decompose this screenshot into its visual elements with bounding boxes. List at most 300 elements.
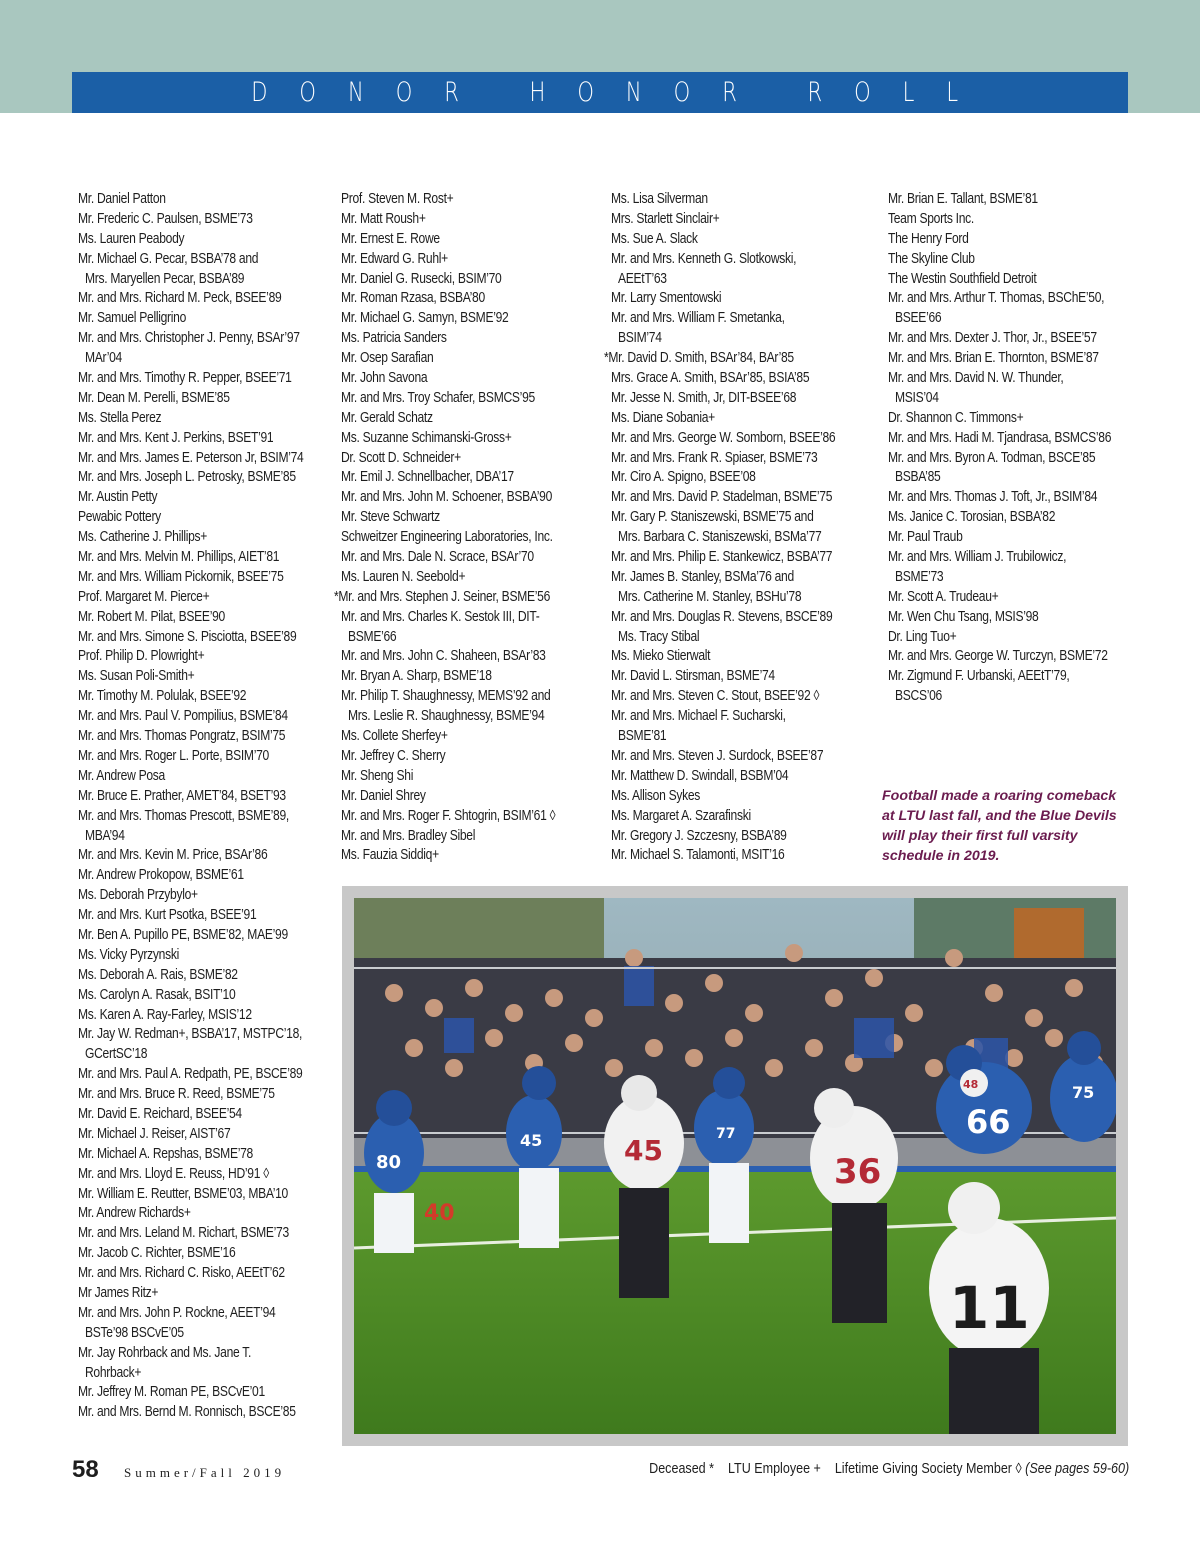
- donor-entry: [611, 727, 875, 747]
- donor-entry: [888, 528, 1148, 548]
- donor-column-1: [78, 190, 340, 1423]
- donor-entry: [78, 886, 340, 906]
- donor-name: Mr. and Mrs. Kurt Psotka, BSEE’91: [78, 907, 257, 924]
- donor-entry: [78, 1224, 340, 1244]
- donor-entry: [888, 508, 1148, 528]
- donor-entry: [78, 986, 340, 1006]
- donor-name: Mr. William E. Reutter, BSME’03, MBA’10: [78, 1185, 288, 1202]
- donor-name: Mr. Michael G. Pecar, BSBA’78 and: [78, 250, 259, 267]
- donor-name: Mr. Daniel G. Rusecki, BSIM’70: [341, 270, 502, 287]
- donor-entry: [611, 846, 875, 866]
- donor-entry: [341, 190, 606, 210]
- donor-name: BSCS’06: [895, 688, 943, 705]
- donor-name: Mr. and Mrs. Kevin M. Price, BSAr’86: [78, 847, 268, 864]
- donor-name: *Mr. David D. Smith, BSAr’84, BAr’85: [604, 350, 794, 367]
- donor-name: Mr. and Mrs. Thomas Pongratz, BSIM’75: [78, 728, 286, 745]
- donor-name: Mr. and Mrs. Leland M. Richart, BSME’73: [78, 1225, 289, 1242]
- donor-entry: [888, 429, 1148, 449]
- donor-name: Mr. and Mrs. Lloyd E. Reuss, HD’91 ◊: [78, 1165, 269, 1182]
- donor-entry: [341, 647, 606, 667]
- donor-entry: [888, 667, 1148, 687]
- donor-name: Ms. Suzanne Schimanski-Gross+: [341, 429, 512, 446]
- donor-entry: [341, 687, 606, 707]
- donor-name: Mr. Samuel Pelligrino: [78, 310, 187, 327]
- donor-name: Mr. and Mrs. Roger F. Shtogrin, BSIM’61 ◊: [341, 807, 556, 824]
- donor-entry: [611, 608, 875, 628]
- donor-name: Mr. and Mrs. Thomas J. Toft, Jr., BSIM’84: [888, 489, 1098, 506]
- donor-name: Mr. Zigmund F. Urbanski, AEEtT’79,: [888, 668, 1070, 685]
- donor-name: Ms. Karen A. Ray-Farley, MSIS’12: [78, 1006, 252, 1023]
- donor-name: Ms. Sue A. Slack: [611, 230, 698, 247]
- donor-entry: [78, 926, 340, 946]
- donor-name: Mrs. Catherine M. Stanley, BSHu’78: [618, 588, 802, 605]
- donor-name: Mr. Michael G. Samyn, BSME’92: [341, 310, 509, 327]
- donor-entry: [78, 210, 340, 230]
- donor-entry: [341, 846, 606, 866]
- donor-entry: [611, 190, 875, 210]
- issue-label: Summer/Fall 2019: [124, 1465, 286, 1480]
- donor-name: Mr. and Mrs. George W. Somborn, BSEE’86: [611, 429, 836, 446]
- donor-name: Mr. and Mrs. David P. Stadelman, BSME’75: [611, 489, 833, 506]
- donor-name: Mr. and Mrs. Christopher J. Penny, BSAr’97: [78, 330, 300, 347]
- donor-entry: [78, 1364, 340, 1384]
- donor-entry: [78, 1324, 340, 1344]
- donor-entry: [888, 369, 1148, 389]
- donor-entry: [341, 508, 606, 528]
- donor-entry: [611, 508, 875, 528]
- donor-name: Mr. James B. Stanley, BSMa’76 and: [611, 568, 794, 585]
- donor-entry: [78, 488, 340, 508]
- donor-name: Ms. Patricia Sanders: [341, 330, 447, 347]
- donor-entry: [888, 250, 1148, 270]
- donor-entry: [888, 548, 1148, 568]
- donor-name: Mr. Ernest E. Rowe: [341, 230, 440, 247]
- donor-entry: [78, 687, 340, 707]
- donor-name: Mr. Brian E. Tallant, BSME’81: [888, 191, 1038, 207]
- donor-name: Mr. and Mrs. David N. W. Thunder,: [888, 370, 1064, 387]
- donor-entry: [341, 568, 606, 588]
- donor-name: Mr. Timothy M. Polulak, BSEE’92: [78, 688, 247, 705]
- legend-employee: LTU Employee +: [727, 1461, 821, 1477]
- donor-name: Ms. Janice C. Torosian, BSBA’82: [888, 509, 1056, 526]
- donor-entry: [78, 1403, 340, 1423]
- donor-name: Mr. Jacob C. Richter, BSME’16: [78, 1245, 236, 1262]
- donor-name: Mr. and Mrs. Joseph L. Petrosky, BSME’85: [78, 469, 296, 486]
- jersey-number: 36: [834, 1152, 882, 1192]
- donor-name: Mr. Andrew Richards+: [78, 1205, 191, 1222]
- donor-entry: [78, 1025, 340, 1045]
- donor-name: Ms. Lauren N. Seebold+: [341, 568, 466, 585]
- donor-entry: [611, 409, 875, 429]
- donor-name: Mrs. Barbara C. Staniszewski, BSMa’77: [618, 529, 822, 546]
- donor-name: Mr. and Mrs. Michael F. Sucharski,: [611, 708, 786, 725]
- donor-name: *Mr. and Mrs. Stephen J. Seiner, BSME’56: [334, 588, 551, 605]
- page-number: 58: [72, 1456, 99, 1483]
- donor-name: Mr. and Mrs. Paul A. Redpath, PE, BSCE’89: [78, 1066, 303, 1083]
- donor-name: Mr. and Mrs. George W. Turczyn, BSME’72: [888, 648, 1108, 665]
- donor-entry: [78, 568, 340, 588]
- football-game-illustration: [354, 898, 1116, 1434]
- donor-name: The Skyline Club: [888, 250, 975, 267]
- donor-entry: [888, 628, 1148, 648]
- donor-entry: [78, 1006, 340, 1026]
- donor-entry: [78, 429, 340, 449]
- donor-name: BSBA’85: [895, 469, 941, 486]
- jersey-number: 77: [716, 1126, 736, 1142]
- donor-entry: [78, 270, 340, 290]
- donor-name: Mr. and Mrs. Melvin M. Phillips, AIET’81: [78, 549, 280, 566]
- donor-name: Prof. Steven M. Rost+: [341, 191, 454, 207]
- donor-entry: [611, 528, 875, 548]
- donor-entry: [341, 767, 606, 787]
- donor-name: Mr. and Mrs. Richard C. Risko, AEEtT’62: [78, 1265, 285, 1282]
- donor-entry: [78, 807, 340, 827]
- donor-entry: [611, 449, 875, 469]
- donor-name: Mr. and Mrs. William J. Trubilowicz,: [888, 549, 1067, 566]
- donor-name: Mr. Frederic C. Paulsen, BSME’73: [78, 210, 253, 227]
- donor-name: BSME’66: [348, 628, 397, 645]
- donor-entry: [78, 389, 340, 409]
- donor-name: Mr. Dean M. Perelli, BSME’85: [78, 389, 230, 406]
- donor-name: Mr. and Mrs. Steven J. Surdock, BSEE’87: [611, 747, 824, 764]
- donor-entry: [888, 449, 1148, 469]
- donor-entry: [78, 647, 340, 667]
- donor-entry: [78, 190, 340, 210]
- donor-entry: [341, 309, 606, 329]
- donor-column-2: [334, 190, 606, 866]
- donor-entry: [611, 787, 875, 807]
- photo-caption: Football made a roaring comeback at LTU last fall, and the Blue Devils will play their first full varsity schedule in 2019.: [882, 788, 1117, 864]
- donor-entry: [888, 647, 1148, 667]
- donor-entry: [78, 1344, 340, 1364]
- donor-entry: [611, 210, 875, 230]
- donor-entry: [78, 1204, 340, 1224]
- donor-entry: [78, 1145, 340, 1165]
- donor-column-3: [604, 190, 875, 866]
- legend-see-pages: (See pages 59-60): [1025, 1461, 1129, 1477]
- donor-entry: [78, 349, 340, 369]
- donor-name: Mr. Sheng Shi: [341, 767, 414, 784]
- donor-name: Ms. Vicky Pyrzynski: [78, 946, 179, 963]
- donor-name: Mr. Paul Traub: [888, 529, 963, 546]
- donor-name: Mr. Daniel Shrey: [341, 787, 426, 804]
- donor-entry: [78, 230, 340, 250]
- donor-entry: [78, 747, 340, 767]
- donor-name: Mr. and Mrs. Frank R. Spiaser, BSME’73: [611, 449, 818, 466]
- donor-name: Mr. Matthew D. Swindall, BSBM’04: [611, 767, 789, 784]
- donor-entry: [611, 289, 875, 309]
- jersey-number: 45: [624, 1134, 663, 1167]
- donor-name: Mr James Ritz+: [78, 1284, 159, 1301]
- donor-entry: [78, 1045, 340, 1065]
- donor-entry: [888, 289, 1148, 309]
- donor-entry: [341, 329, 606, 349]
- donor-name: Mrs. Grace A. Smith, BSAr’85, BSIA’85: [611, 370, 810, 387]
- donor-name: Mr. and Mrs. Douglas R. Stevens, BSCE’89: [611, 608, 833, 625]
- donor-name: Mr. Edward G. Ruhl+: [341, 250, 448, 267]
- donor-entry: [611, 369, 875, 389]
- donor-entry: [888, 687, 1148, 707]
- jersey-number: 66: [966, 1103, 1011, 1141]
- donor-entry: [611, 309, 875, 329]
- donor-name: Mr. and Mrs. Bruce R. Reed, BSME’75: [78, 1086, 275, 1103]
- donor-name: Mr. Michael J. Reiser, AIST’67: [78, 1125, 231, 1142]
- donor-entry: [78, 966, 340, 986]
- donor-entry: [888, 270, 1148, 290]
- donor-entry: [78, 1165, 340, 1185]
- donor-name: Dr. Scott D. Schneider+: [341, 449, 461, 466]
- donor-name: Pewabic Pottery: [78, 509, 161, 526]
- donor-entry: [341, 429, 606, 449]
- donor-name: Mr. Jesse N. Smith, Jr, DIT-BSEE’68: [611, 389, 797, 406]
- donor-name: Ms. Fauzia Siddiq+: [341, 847, 439, 864]
- donor-name: Mr. and Mrs. Hadi M. Tjandrasa, BSMCS’86: [888, 429, 1112, 446]
- legend: [571, 1461, 1129, 1477]
- yard-marker: 40: [424, 1201, 455, 1226]
- donor-name: Ms. Stella Perez: [78, 409, 162, 426]
- donor-name: Mr. Wen Chu Tsang, MSIS’98: [888, 608, 1039, 625]
- donor-entry: [888, 608, 1148, 628]
- donor-entry: [611, 389, 875, 409]
- donor-name: Mr. and Mrs. Kenneth G. Slotkowski,: [611, 250, 797, 267]
- donor-entry: [78, 588, 340, 608]
- donor-name: Mr. and Mrs. Kent J. Perkins, BSET’91: [78, 429, 274, 446]
- donor-name: Mr. Daniel Patton: [78, 191, 166, 207]
- donor-entry: [888, 329, 1148, 349]
- donor-entry: [78, 787, 340, 807]
- donor-name: Mr. Jeffrey M. Roman PE, BSCvE’01: [78, 1384, 265, 1401]
- donor-name: Mr. Robert M. Pilat, BSEE’90: [78, 608, 225, 625]
- donor-entry: [341, 628, 606, 648]
- donor-name: Mr. Matt Roush+: [341, 210, 426, 227]
- donor-column-4: [888, 190, 1148, 707]
- donor-entry: [341, 409, 606, 429]
- jersey-number: 80: [376, 1152, 402, 1173]
- donor-name: Mr. and Mrs. John C. Shaheen, BSAr’83: [341, 648, 546, 665]
- donor-entry: [78, 548, 340, 568]
- donor-name: Mr. and Mrs. Steven C. Stout, BSEE’92 ◊: [611, 688, 820, 705]
- donor-entry: [888, 230, 1148, 250]
- section-title: DONOR HONOR ROLL: [251, 77, 990, 108]
- donor-entry: [78, 608, 340, 628]
- donor-name: Mr. and Mrs. Timothy R. Pepper, BSEE’71: [78, 370, 292, 387]
- donor-name: Dr. Shannon C. Timmons+: [888, 409, 1024, 426]
- donor-name: Mr. David L. Stirsman, BSME’74: [611, 668, 775, 685]
- donor-name: Mr. and Mrs. William F. Smetanka,: [611, 310, 785, 327]
- donor-name: Mr. and Mrs. John M. Schoener, BSBA’90: [341, 489, 552, 506]
- donor-name: GCertSC’18: [85, 1046, 148, 1063]
- donor-name: Ms. Susan Poli-Smith+: [78, 668, 195, 685]
- donor-name: Mr. and Mrs. Thomas Prescott, BSME’89,: [78, 807, 289, 824]
- donor-entry: [611, 628, 875, 648]
- donor-entry: [611, 548, 875, 568]
- donor-name: Mr. Andrew Prokopow, BSME’61: [78, 867, 244, 884]
- section-title-bar: [72, 72, 1128, 113]
- donor-entry: [611, 230, 875, 250]
- donor-entry: [78, 409, 340, 429]
- donor-name: Mr. Michael S. Talamonti, MSIT’16: [611, 847, 785, 864]
- donor-name: Ms. Tracy Stibal: [618, 628, 700, 645]
- donor-entry: [341, 389, 606, 409]
- photo-frame: [342, 886, 1128, 1446]
- donor-entry: [611, 667, 875, 687]
- donor-entry: [341, 747, 606, 767]
- donor-name: Mr. and Mrs. Byron A. Todman, BSCE’85: [888, 449, 1096, 466]
- donor-name: Ms. Mieko Stierwalt: [611, 648, 711, 665]
- donor-entry: [888, 409, 1148, 429]
- donor-entry: [78, 628, 340, 648]
- jersey-number: 11: [949, 1274, 1030, 1342]
- donor-name: Mr. and Mrs. Troy Schafer, BSMCS’95: [341, 389, 535, 406]
- donor-entry: [341, 827, 606, 847]
- donor-name: BSTe’98 BSCvE’05: [85, 1324, 184, 1341]
- donor-entry: [341, 787, 606, 807]
- donor-name: Mr. Bryan A. Sharp, BSME’18: [341, 668, 492, 685]
- donor-entry: [611, 588, 875, 608]
- donor-name: Team Sports Inc.: [888, 210, 974, 227]
- donor-name: Schweitzer Engineering Laboratories, Inc.: [341, 529, 553, 546]
- donor-entry: [78, 309, 340, 329]
- donor-entry: [78, 1383, 340, 1403]
- jersey-number: 75: [1072, 1083, 1095, 1102]
- donor-name: The Henry Ford: [888, 230, 969, 247]
- donor-name: Ms. Diane Sobania+: [611, 409, 715, 426]
- donor-name: Mr. Philip T. Shaughnessy, MEMS’92 and: [341, 688, 551, 705]
- donor-name: Mr. and Mrs. John P. Rockne, AEET’94: [78, 1304, 276, 1321]
- donor-entry: [341, 210, 606, 230]
- donor-name: BSEE’66: [895, 310, 942, 327]
- donor-entry: [611, 707, 875, 727]
- donor-name: Mr. Andrew Posa: [78, 767, 165, 784]
- donor-name: Mr. Jay Rohrback and Ms. Jane T.: [78, 1344, 252, 1361]
- donor-entry: [341, 270, 606, 290]
- donor-name: Mrs. Leslie R. Shaughnessy, BSME’94: [348, 708, 545, 725]
- donor-name: Ms. Lauren Peabody: [78, 230, 185, 247]
- donor-name: Mr. Ben A. Pupillo PE, BSME’82, MAE’99: [78, 926, 288, 943]
- donor-entry: [78, 767, 340, 787]
- donor-entry: [78, 846, 340, 866]
- donor-name: Mr. Michael A. Repshas, BSME’78: [78, 1145, 253, 1162]
- donor-entry: [341, 250, 606, 270]
- donor-entry: [888, 210, 1148, 230]
- donor-entry: [604, 349, 875, 369]
- football-photo: [354, 898, 1116, 1434]
- donor-name: Mr. Ciro A. Spigno, BSEE’08: [611, 469, 756, 486]
- donor-name: Ms. Catherine J. Phillips+: [78, 529, 208, 546]
- donor-entry: [341, 289, 606, 309]
- donor-name: Mr. and Mrs. Philip E. Stankewicz, BSBA’77: [611, 549, 833, 566]
- donor-name: Ms. Allison Sykes: [611, 787, 701, 804]
- donor-name: AEEtT’63: [618, 270, 667, 287]
- donor-entry: [611, 270, 875, 290]
- donor-entry: [341, 727, 606, 747]
- donor-name: Prof. Philip D. Plowright+: [78, 648, 205, 665]
- donor-name: Ms. Deborah A. Rais, BSME’82: [78, 966, 238, 983]
- donor-name: Mr. and Mrs. Simone S. Pisciotta, BSEE’89: [78, 628, 297, 645]
- donor-entry: [611, 767, 875, 787]
- donor-name: Mrs. Maryellen Pecar, BSBA’89: [85, 270, 245, 287]
- donor-name: Mr. John Savona: [341, 370, 428, 387]
- donor-name: BSME’81: [618, 728, 667, 745]
- jersey-number: 48: [963, 1078, 979, 1091]
- donor-entry: [78, 1065, 340, 1085]
- donor-name: Mr. and Mrs. Richard M. Peck, BSEE’89: [78, 290, 282, 307]
- donor-entry: [341, 707, 606, 727]
- donor-entry: [78, 1304, 340, 1324]
- donor-name: Mr. Scott A. Trudeau+: [888, 588, 999, 605]
- donor-name: Ms. Deborah Przybylo+: [78, 887, 198, 904]
- donor-entry: [341, 667, 606, 687]
- donor-name: BSIM’74: [618, 330, 662, 347]
- donor-name: Ms. Carolyn A. Rasak, BSIT’10: [78, 986, 236, 1003]
- donor-entry: [78, 1125, 340, 1145]
- donor-name: Mrs. Starlett Sinclair+: [611, 210, 720, 227]
- donor-name: Mr. Osep Sarafian: [341, 350, 434, 367]
- donor-entry: [611, 488, 875, 508]
- donor-name: Mr. and Mrs. Dale N. Scrace, BSAr’70: [341, 549, 534, 566]
- donor-entry: [611, 468, 875, 488]
- donor-entry: [341, 449, 606, 469]
- donor-name: Mr. Larry Smentowski: [611, 290, 722, 307]
- donor-entry: [341, 548, 606, 568]
- donor-name: BSME’73: [895, 568, 944, 585]
- donor-entry: [611, 647, 875, 667]
- donor-entry: [78, 528, 340, 548]
- donor-entry: [888, 309, 1148, 329]
- donor-name: Mr. and Mrs. James E. Peterson Jr, BSIM’74: [78, 449, 304, 466]
- donor-entry: [611, 429, 875, 449]
- donor-entry: [78, 906, 340, 926]
- donor-entry: [78, 1105, 340, 1125]
- donor-entry: [341, 230, 606, 250]
- donor-name: Mr. Jeffrey C. Sherry: [341, 747, 446, 764]
- donor-name: Mr. Gary P. Staniszewski, BSME’75 and: [611, 509, 814, 526]
- donor-name: Prof. Margaret M. Pierce+: [78, 588, 210, 605]
- donor-name: Mr. and Mrs. Bernd M. Ronnisch, BSCE’85: [78, 1404, 296, 1421]
- donor-name: Mr. Jay W. Redman+, BSBA’17, MSTPC’18,: [78, 1026, 303, 1043]
- donor-name: Mr. and Mrs. Roger L. Porte, BSIM’70: [78, 747, 269, 764]
- donor-name: Mr. and Mrs. William Pickornik, BSEE’75: [78, 568, 284, 585]
- donor-name: Mr. Roman Rzasa, BSBA’80: [341, 290, 485, 307]
- jersey-number: 45: [520, 1131, 543, 1150]
- donor-entry: [341, 349, 606, 369]
- donor-name: Mr. and Mrs. Bradley Sibel: [341, 827, 476, 844]
- donor-entry: [341, 528, 606, 548]
- donor-entry: [611, 687, 875, 707]
- legend-deceased: Deceased *: [648, 1461, 714, 1477]
- donor-entry: [611, 250, 875, 270]
- donor-entry: [78, 1284, 340, 1304]
- donor-entry: [78, 707, 340, 727]
- donor-entry: [78, 866, 340, 886]
- donor-entry: [78, 468, 340, 488]
- donor-entry: [341, 369, 606, 389]
- donor-name: MBA’94: [85, 827, 125, 844]
- donor-entry: [78, 946, 340, 966]
- donor-entry: [611, 329, 875, 349]
- donor-name: The Westin Southfield Detroit: [888, 270, 1037, 287]
- donor-entry: [611, 747, 875, 767]
- donor-entry: [78, 1264, 340, 1284]
- donor-entry: [611, 827, 875, 847]
- donor-name: Mr. Steve Schwartz: [341, 509, 440, 526]
- donor-entry: [341, 608, 606, 628]
- donor-entry: [611, 807, 875, 827]
- donor-name: Mr. and Mrs. Paul V. Pompilius, BSME’84: [78, 708, 288, 725]
- donor-name: Mr. and Mrs. Brian E. Thornton, BSME’87: [888, 350, 1099, 367]
- donor-entry: [341, 488, 606, 508]
- donor-entry: [78, 1244, 340, 1264]
